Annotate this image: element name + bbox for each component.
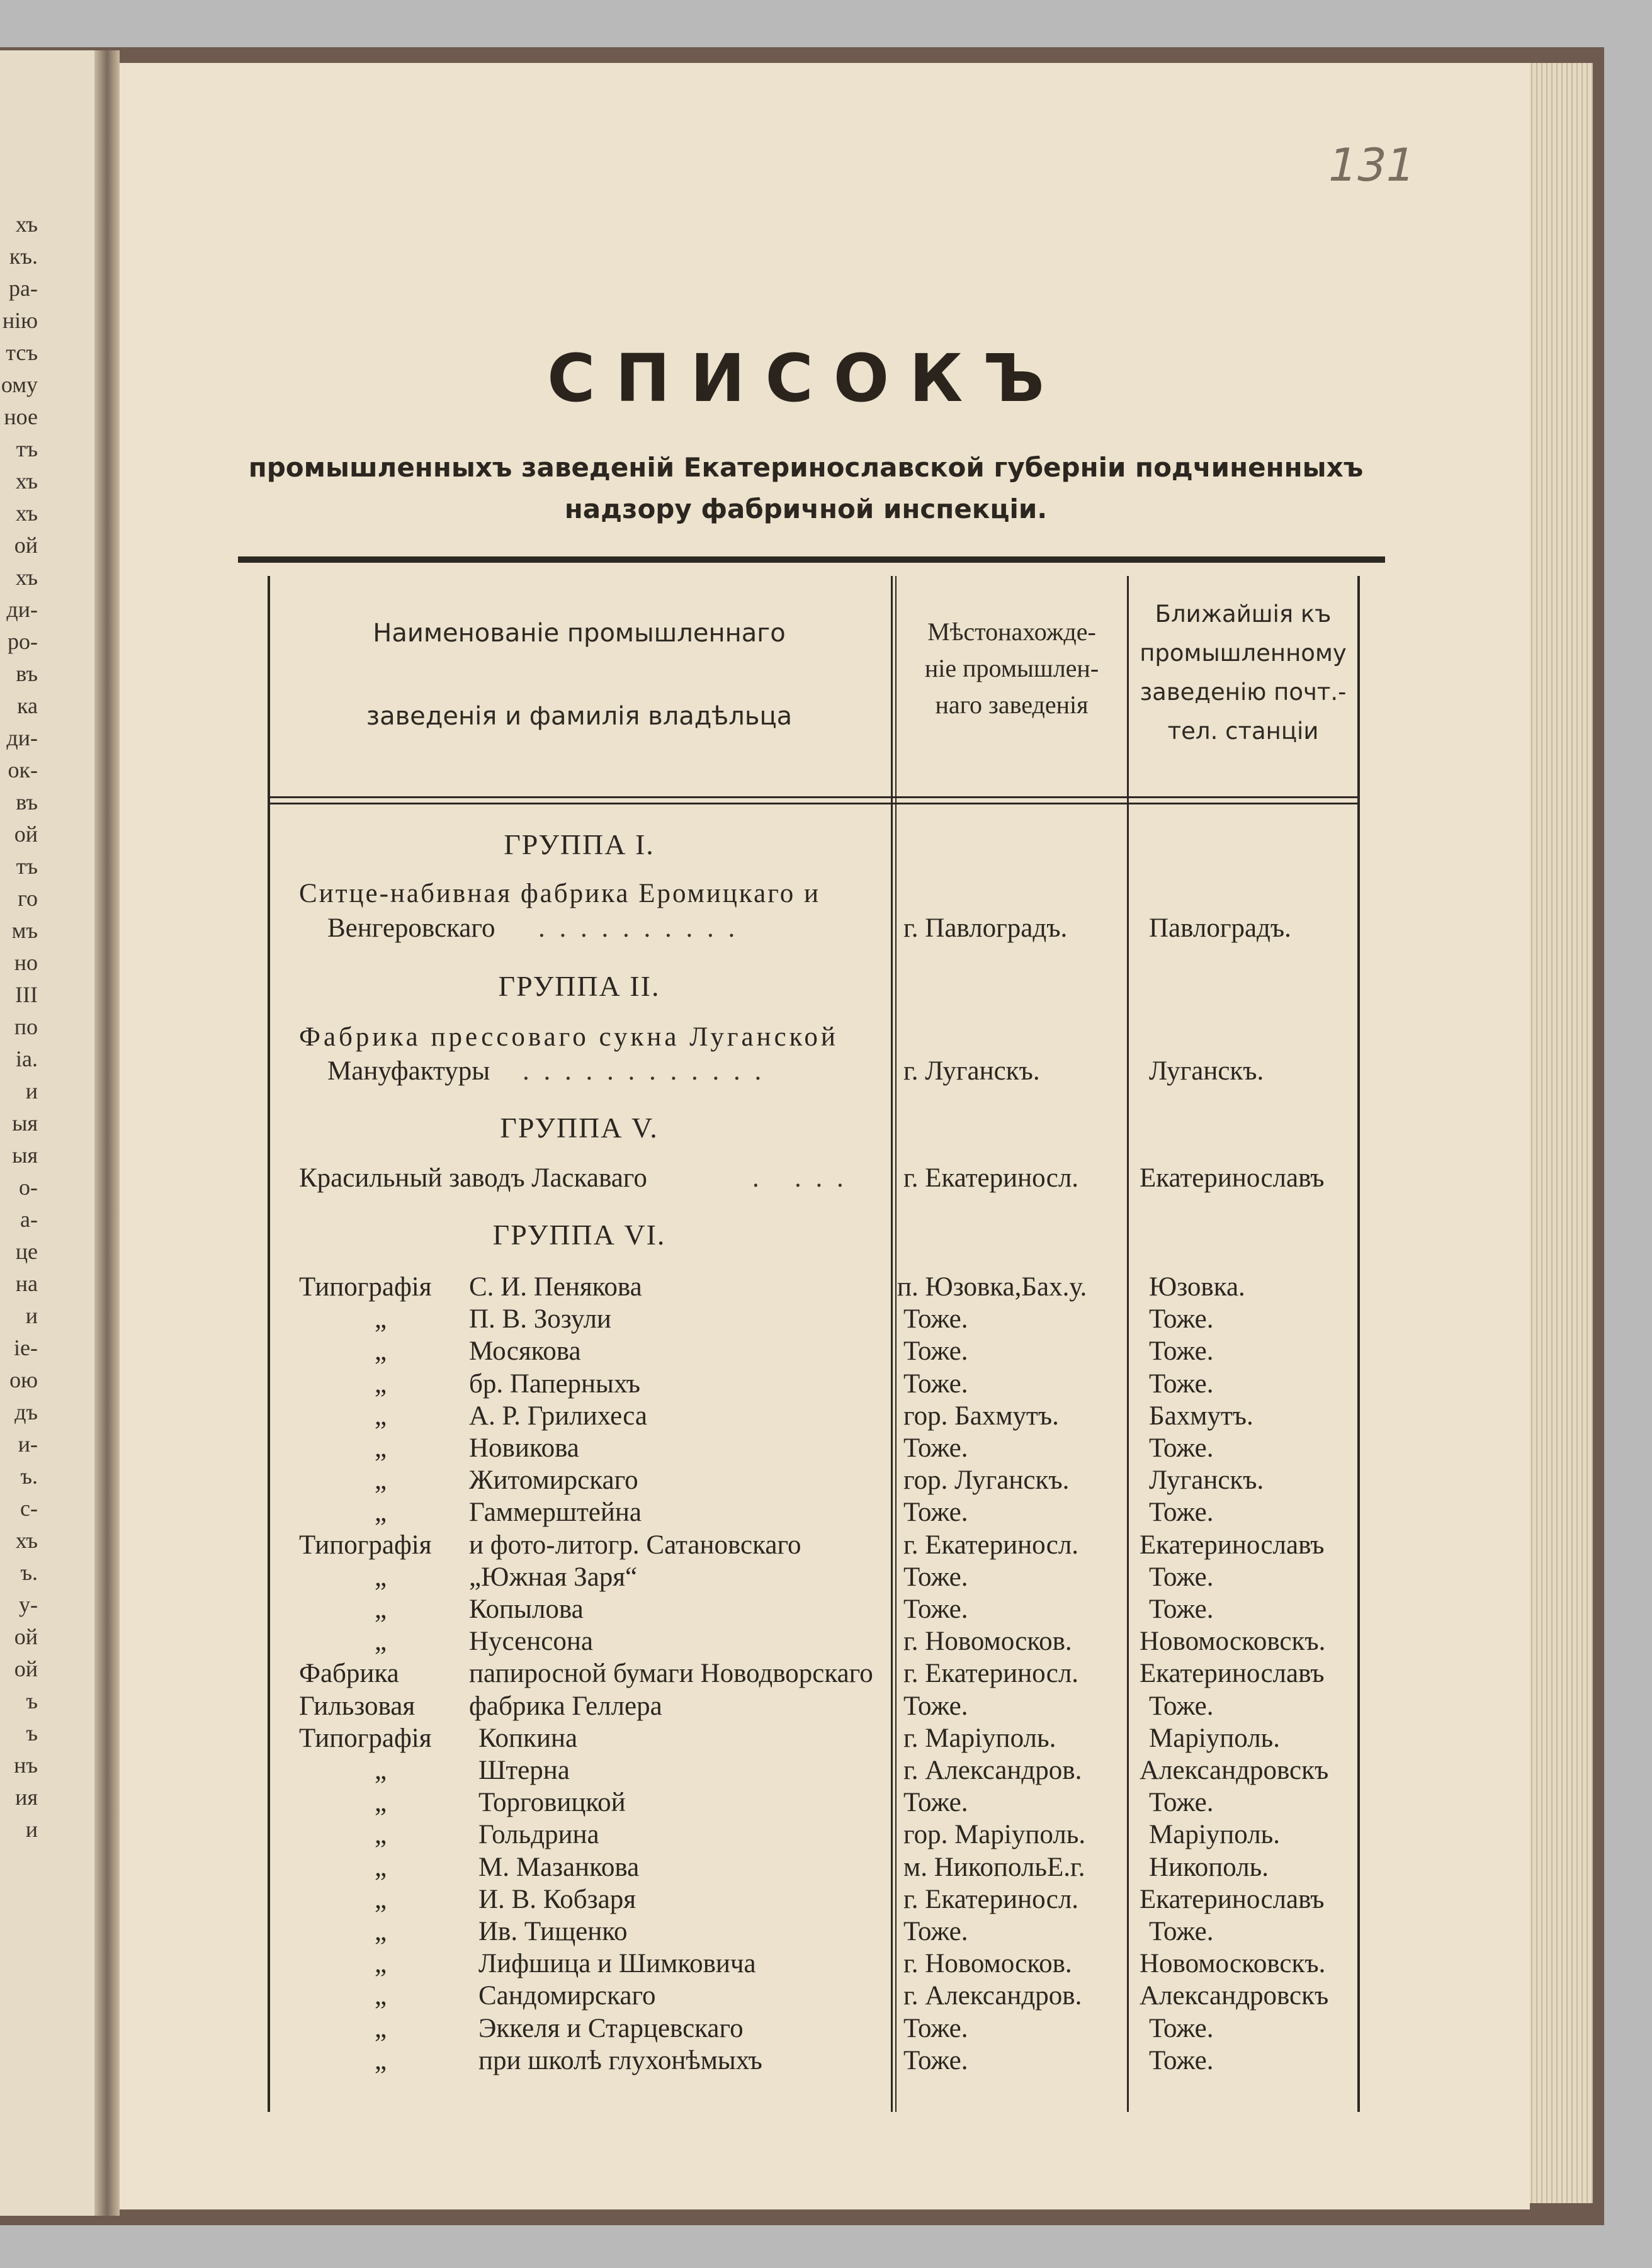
- row-lead: Гильзовая: [299, 1691, 416, 1721]
- row-location: Тоже.: [903, 1594, 968, 1624]
- group-heading-6: ГРУППА VI.: [492, 1219, 666, 1251]
- row-lead: „: [375, 1304, 387, 1334]
- table-row: [268, 2045, 1360, 2078]
- row-location: Тоже.: [903, 1917, 968, 1946]
- row-location: Тоже.: [903, 1336, 968, 1367]
- row-lead: „: [375, 1498, 387, 1528]
- col2-header: [896, 614, 1128, 723]
- row-name: А. Р. Грилихеса: [469, 1401, 648, 1431]
- table-row: [268, 1368, 1360, 1401]
- left-page-fragment: III: [15, 982, 38, 1007]
- row-lead: Типографiя: [299, 1272, 432, 1302]
- left-page-fragment: и: [25, 1078, 38, 1103]
- leader-dots: . . . . . . . . . .: [538, 913, 739, 943]
- row-post: Новомосковскъ.: [1140, 1627, 1326, 1657]
- row-post: Александровскъ: [1140, 1756, 1329, 1785]
- left-page-fragment: но: [14, 950, 38, 975]
- row-location: м. НикопольЕ.г.: [903, 1852, 1085, 1882]
- left-page-fragment: ыя: [12, 1142, 38, 1168]
- left-page-fragment: ie-: [14, 1335, 38, 1360]
- row-post: Никополь.: [1149, 1852, 1269, 1882]
- col1-header-line-1: Наименованiе промышленнаго: [373, 619, 786, 648]
- row-post: Тоже.: [1149, 1788, 1214, 1818]
- left-page-fragment: а-: [20, 1207, 38, 1232]
- left-page-fragment: ыя: [12, 1110, 38, 1136]
- table-row: [268, 1163, 1360, 1195]
- left-page-fragment: хъ: [15, 212, 38, 237]
- row-location: г. Александров.: [903, 1981, 1082, 2011]
- table-row: [268, 1819, 1360, 1852]
- left-page-fragment: дъ: [14, 1399, 38, 1425]
- row-lead: „: [375, 1917, 387, 1946]
- row-post: Тоже.: [1149, 1498, 1214, 1528]
- row-name: Копылова: [469, 1594, 584, 1624]
- left-page-fragment: го: [18, 886, 38, 911]
- row-location: гор. Луганскъ.: [903, 1465, 1070, 1496]
- row-name: Нусенсона: [469, 1627, 593, 1657]
- left-page-fragment: ок-: [8, 757, 38, 782]
- table-row: [268, 1022, 1360, 1054]
- left-page-fragment: ия: [15, 1785, 38, 1810]
- row-post: Бахмутъ.: [1149, 1401, 1253, 1431]
- left-page-fragment: тъ: [16, 436, 38, 461]
- row-name: Венгеровскаго: [327, 913, 495, 943]
- col3-header: [1129, 595, 1357, 751]
- leader-dots: . . . . . . . . . . . .: [523, 1056, 766, 1086]
- left-page-fragment: въ: [16, 661, 38, 686]
- row-post: Тоже.: [1149, 1562, 1214, 1592]
- table-row: [268, 1980, 1360, 2013]
- left-page-fragment: тъ: [16, 854, 38, 879]
- row-post: Тоже.: [1149, 1691, 1214, 1721]
- row-post: Тоже.: [1149, 1304, 1214, 1334]
- row-name: при школѣ глухонѣмыхъ: [478, 2045, 762, 2075]
- table-row: [268, 913, 1360, 945]
- row-name: Мосякова: [469, 1336, 581, 1367]
- row-lead: „: [375, 1594, 387, 1624]
- left-page: [0, 50, 107, 2216]
- left-page-fragment: къ.: [9, 244, 38, 269]
- row-lead: „: [375, 1562, 387, 1592]
- row-name: Ситце-набивная фабрика Еромицкаго и: [299, 879, 821, 908]
- left-page-fragment: ро-: [8, 629, 38, 654]
- row-name: Гаммерштейна: [469, 1498, 642, 1528]
- row-post: Екатеринославъ: [1140, 1530, 1325, 1560]
- row-location: г. Екатериносл.: [903, 1163, 1079, 1193]
- left-page-fragment: и: [25, 1303, 38, 1328]
- row-lead: „: [375, 1949, 387, 1979]
- left-page-fragment: нъ: [14, 1752, 38, 1778]
- left-page-fragment: хъ: [15, 500, 38, 526]
- row-name: П. В. Зозули: [469, 1304, 611, 1334]
- row-name: Новикова: [469, 1433, 579, 1463]
- left-page-fragment: и: [25, 1817, 38, 1842]
- left-page-fragment: ой: [14, 821, 38, 847]
- left-page-fragment: ъ.: [20, 1560, 38, 1585]
- row-post: Екатеринославъ: [1140, 1884, 1325, 1914]
- table-row: [268, 1755, 1360, 1788]
- left-page-fragment: ди-: [6, 597, 38, 622]
- left-page-fragment: тсъ: [6, 340, 38, 365]
- row-post: Тоже.: [1149, 1433, 1214, 1463]
- group-heading-5: ГРУППА V.: [500, 1112, 659, 1144]
- header-rule-top: [268, 796, 1360, 798]
- left-page-fragment: ка: [17, 693, 38, 718]
- left-page-fragment: це: [15, 1239, 38, 1264]
- left-page-fragment: хъ: [15, 565, 38, 590]
- col1-header-line-2: заведенiя и фамилiя владѣльца: [366, 702, 793, 731]
- row-lead: „: [375, 1756, 387, 1785]
- row-lead: „: [375, 1788, 387, 1818]
- row-lead: Фабрика: [299, 1659, 399, 1689]
- left-page-fragment: нiю: [2, 308, 38, 333]
- table-row: [268, 1723, 1360, 1756]
- left-page-fragment: хъ: [15, 1528, 38, 1553]
- left-page-fragment: о-: [19, 1175, 38, 1200]
- table-row: [268, 2013, 1360, 2046]
- row-name: Фабрика прессоваго сукна Луганской: [299, 1022, 839, 1052]
- table-row: [268, 1626, 1360, 1659]
- book-gutter: [94, 50, 120, 2216]
- table-row: [268, 1787, 1360, 1820]
- row-lead: „: [375, 1884, 387, 1914]
- page-title: СПИСОКЪ: [547, 340, 1065, 417]
- left-page-fragment: с-: [20, 1496, 38, 1521]
- row-location: г. Екатериносл.: [903, 1659, 1079, 1689]
- table-row: [268, 1562, 1360, 1594]
- row-location: г. Марiуполь.: [903, 1723, 1056, 1753]
- row-post: Тоже.: [1149, 2045, 1214, 2075]
- row-lead: „: [375, 1981, 387, 2011]
- row-location: гор. Бахмутъ.: [903, 1401, 1059, 1431]
- row-location: Тоже.: [903, 2045, 968, 2075]
- row-name: Копкина: [478, 1723, 578, 1753]
- left-page-fragment: ра-: [9, 276, 38, 301]
- leader-dots: . . . .: [752, 1163, 847, 1193]
- table-row: [268, 1304, 1360, 1336]
- left-page-fragment: ой: [14, 1656, 38, 1681]
- row-lead: „: [375, 1336, 387, 1367]
- left-page-fragment: ъ.: [20, 1464, 38, 1489]
- row-lead: „: [375, 1401, 387, 1431]
- row-location: Тоже.: [903, 1788, 968, 1818]
- row-name: Гольдрина: [478, 1820, 599, 1850]
- left-page-fragment: въ: [16, 789, 38, 815]
- left-page-fragment: мъ: [11, 918, 38, 943]
- row-post: Тоже.: [1149, 1594, 1214, 1624]
- left-page-fragment: ia.: [16, 1046, 38, 1071]
- table-row: [268, 1948, 1360, 1981]
- table-row: [268, 1594, 1360, 1627]
- row-location: г. Новомосков.: [903, 1949, 1072, 1979]
- col3-header-line-1: Ближайшiя къ: [1155, 601, 1332, 628]
- left-page-fragment: по: [14, 1014, 38, 1039]
- left-page-fragment: хъ: [15, 468, 38, 494]
- subtitle-line-2: надзору фабричной инспекцiи.: [564, 494, 1048, 524]
- row-lead: „: [375, 1368, 387, 1399]
- row-lead: „: [375, 1627, 387, 1657]
- row-name: Штерна: [478, 1756, 570, 1785]
- table-row: [268, 1691, 1360, 1724]
- row-post: Тоже.: [1149, 1917, 1214, 1946]
- row-location: Тоже.: [903, 1433, 968, 1463]
- table-row: [268, 1530, 1360, 1562]
- left-page-fragment: у-: [19, 1592, 38, 1617]
- row-location: Тоже.: [903, 1562, 968, 1592]
- row-location: г. Александров.: [903, 1756, 1082, 1785]
- table-row: [268, 1272, 1360, 1304]
- row-post: Тоже.: [1149, 2013, 1214, 2043]
- row-location: гор. Марiуполь.: [903, 1820, 1086, 1850]
- row-location: г. Луганскъ.: [903, 1056, 1040, 1086]
- row-post: Екатеринославъ: [1140, 1163, 1325, 1193]
- row-name: Эккеля и Старцевскаго: [478, 2013, 744, 2043]
- row-lead: „: [375, 1852, 387, 1882]
- row-lead: „: [375, 2013, 387, 2043]
- col1-header: [280, 614, 878, 736]
- row-location: Тоже.: [903, 1368, 968, 1399]
- page-subtitle: [239, 447, 1372, 530]
- row-name: и фото-литогр. Сатановскаго: [469, 1530, 801, 1560]
- row-name: Торговицкой: [478, 1788, 626, 1818]
- left-page-fragment: ъ: [26, 1720, 38, 1746]
- table-row: [268, 1465, 1360, 1498]
- row-name: И. В. Кобзаря: [478, 1884, 636, 1914]
- factories-table: [268, 570, 1360, 2112]
- row-lead: „: [375, 1433, 387, 1463]
- row-location: г. Новомосков.: [903, 1627, 1072, 1657]
- row-location: г. Павлоградъ.: [903, 913, 1068, 943]
- row-post: Луганскъ.: [1149, 1056, 1264, 1086]
- left-page-fragment: и-: [18, 1431, 38, 1457]
- row-post: Екатеринославъ: [1140, 1659, 1325, 1689]
- row-name: Лифшица и Шимковича: [478, 1949, 756, 1979]
- left-page-fragment: ное: [4, 404, 38, 429]
- col2-header-line-1: Мѣстонахожде-: [927, 618, 1096, 646]
- table-row: [268, 1497, 1360, 1530]
- row-location: г. Екатериносл.: [903, 1884, 1079, 1914]
- row-post: Новомосковскъ.: [1140, 1949, 1326, 1979]
- row-name: Мануфактуры: [327, 1056, 490, 1086]
- subtitle-line-1: промышленныхъ заведенiй Екатеринославской губернiи подчиненныхъ: [248, 452, 1364, 483]
- left-page-fragment: ою: [9, 1367, 38, 1392]
- table-row: [268, 1916, 1360, 1949]
- row-lead: Типографiя: [299, 1530, 432, 1560]
- left-page-fragment: ой: [14, 533, 38, 558]
- row-post: Юзовка.: [1149, 1272, 1245, 1302]
- row-location: Тоже.: [903, 1498, 968, 1528]
- row-post: Марiуполь.: [1149, 1820, 1281, 1850]
- left-page-fragment: ой: [14, 1624, 38, 1649]
- title-rule: [238, 556, 1385, 563]
- row-location: Тоже.: [903, 1691, 968, 1721]
- table-row: [268, 1884, 1360, 1917]
- row-name: М. Мазанкова: [478, 1852, 640, 1882]
- header-rule-bottom: [268, 803, 1360, 804]
- row-lead: „: [375, 1820, 387, 1850]
- col3-header-line-3: заведенiю почт.-: [1140, 679, 1347, 706]
- row-location: п. Юзовка,Бах.у.: [897, 1272, 1087, 1302]
- table-row: [268, 1852, 1360, 1885]
- table-row: [268, 1336, 1360, 1368]
- table-row: [268, 1401, 1360, 1433]
- col2-header-line-3: наго заведенiя: [935, 691, 1089, 719]
- col2-header-line-2: нiе промышлен-: [924, 654, 1099, 682]
- row-location: Тоже.: [903, 1304, 968, 1334]
- page-number: 131: [1323, 138, 1421, 191]
- row-name: С. И. Пенякова: [469, 1272, 642, 1302]
- row-name: Ив. Тищенко: [478, 1917, 628, 1946]
- row-name: „Южная Заря“: [469, 1562, 638, 1592]
- row-post: Александровскъ: [1140, 1981, 1329, 2011]
- left-page-fragment: на: [15, 1271, 38, 1296]
- left-page-fragment: ди-: [6, 725, 38, 750]
- row-name: бр. Паперныхъ: [469, 1368, 641, 1399]
- row-location: г. Екатериносл.: [903, 1530, 1079, 1560]
- row-post: Тоже.: [1149, 1368, 1214, 1399]
- row-lead: „: [375, 2045, 387, 2075]
- group-heading-1: ГРУППА I.: [504, 828, 655, 860]
- row-lead: „: [375, 1465, 387, 1496]
- row-location: Тоже.: [903, 2013, 968, 2043]
- row-lead: Типографiя: [299, 1723, 432, 1753]
- table-row: [268, 1056, 1360, 1088]
- table-row: [268, 1433, 1360, 1465]
- table-row: [268, 1658, 1360, 1691]
- col3-header-line-4: тел. станцiи: [1167, 718, 1319, 745]
- row-name: Житомирскаго: [469, 1465, 638, 1496]
- row-post: Тоже.: [1149, 1336, 1214, 1367]
- group-heading-2: ГРУППА II.: [498, 970, 660, 1002]
- table-row: [268, 878, 1360, 911]
- row-post: Павлоградъ.: [1149, 913, 1291, 943]
- row-name: фабрика Геллера: [469, 1691, 662, 1721]
- row-name: папиросной бумаги Новодворскаго: [469, 1659, 873, 1689]
- row-name: Красильный заводъ Ласкаваго: [299, 1163, 647, 1193]
- row-post: Марiуполь.: [1149, 1723, 1281, 1753]
- col3-header-line-2: промышленному: [1140, 640, 1347, 667]
- left-page-fragment: ъ: [26, 1688, 38, 1713]
- left-page-fragment: ому: [1, 372, 38, 397]
- row-name: Сандомирскаго: [478, 1981, 656, 2011]
- row-post: Луганскъ.: [1149, 1465, 1264, 1496]
